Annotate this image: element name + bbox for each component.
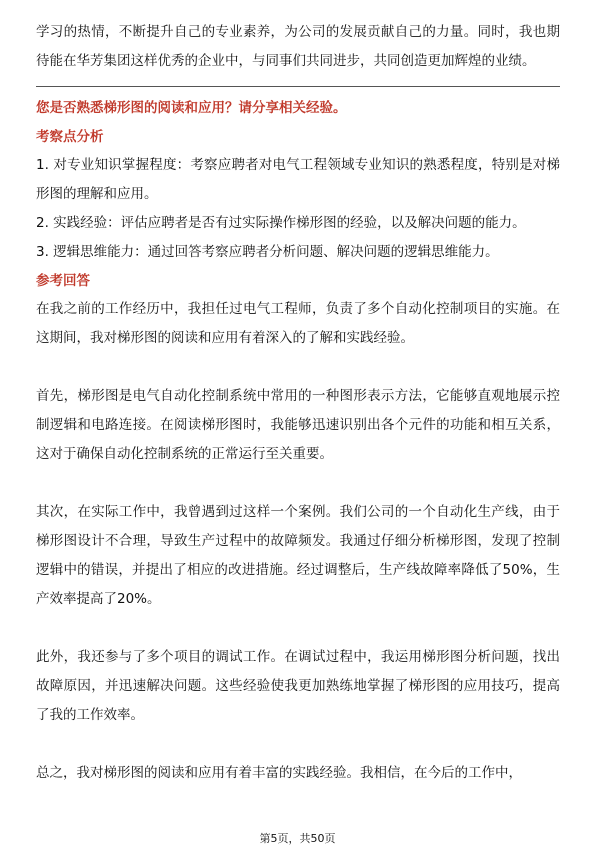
- answer-paragraph: 在我之前的工作经历中，我担任过电气工程师，负责了多个自动化控制项目的实施。在这期间，我对梯形图的阅读和应用有着深入的了解和实践经验。: [36, 301, 560, 346]
- paragraph-gap: [36, 353, 560, 382]
- analysis-point: 1. 对专业知识掌握程度：考察应聘者对电气工程领域专业知识的熟悉程度，特别是对梯形图的理解和应用。: [36, 157, 560, 202]
- question-title: 您是否熟悉梯形图的阅读和应用？请分享相关经验。: [36, 100, 347, 116]
- analysis-point: 3. 逻辑思维能力：通过回答考察应聘者分析问题、解决问题的逻辑思维能力。: [36, 244, 499, 260]
- analysis-heading: 考察点分析: [36, 129, 104, 145]
- intro-paragraph: 学习的热情，不断提升自己的专业素养，为公司的发展贡献自己的力量。同时，我也期待能在华芳集团这样优秀的企业中，与同事们共同进步，共同创造更加辉煌的业绩。: [36, 24, 560, 69]
- answer-heading: 参考回答: [36, 273, 90, 289]
- paragraph-gap: [36, 730, 560, 759]
- answer-paragraph: 其次，在实际工作中，我曾遇到过这样一个案例。我们公司的一个自动化生产线，由于梯形图设计不合理，导致生产过程中的故障频发。我通过仔细分析梯形图，发现了控制逻辑中的错误，并提出了相应的改进措施。经过调整后，生产线故障率降低了50%，生产效率提高了20%。: [36, 504, 560, 607]
- analysis-point: 2. 实践经验：评估应聘者是否有过实际操作梯形图的经验，以及解决问题的能力。: [36, 215, 526, 231]
- section-divider: [36, 86, 560, 87]
- page-number: 第5页，共50页: [259, 832, 336, 845]
- paragraph-gap: [36, 469, 560, 498]
- answer-paragraph: 首先，梯形图是电气自动化控制系统中常用的一种图形表示方法，它能够直观地展示控制逻辑和电路连接。在阅读梯形图时，我能够迅速识别出各个元件的功能和相互关系，这对于确保自动化控制系统的正常运行至关重要。: [36, 388, 560, 462]
- document-page: [36, 18, 560, 842]
- paragraph-gap: [36, 614, 560, 643]
- answer-paragraph: 总之，我对梯形图的阅读和应用有着丰富的实践经验。我相信，在今后的工作中，: [36, 765, 522, 781]
- answer-paragraph: 此外，我还参与了多个项目的调试工作。在调试过程中，我运用梯形图分析问题，找出故障原因，并迅速解决问题。这些经验使我更加熟练地掌握了梯形图的应用技巧，提高了我的工作效率。: [36, 649, 560, 723]
